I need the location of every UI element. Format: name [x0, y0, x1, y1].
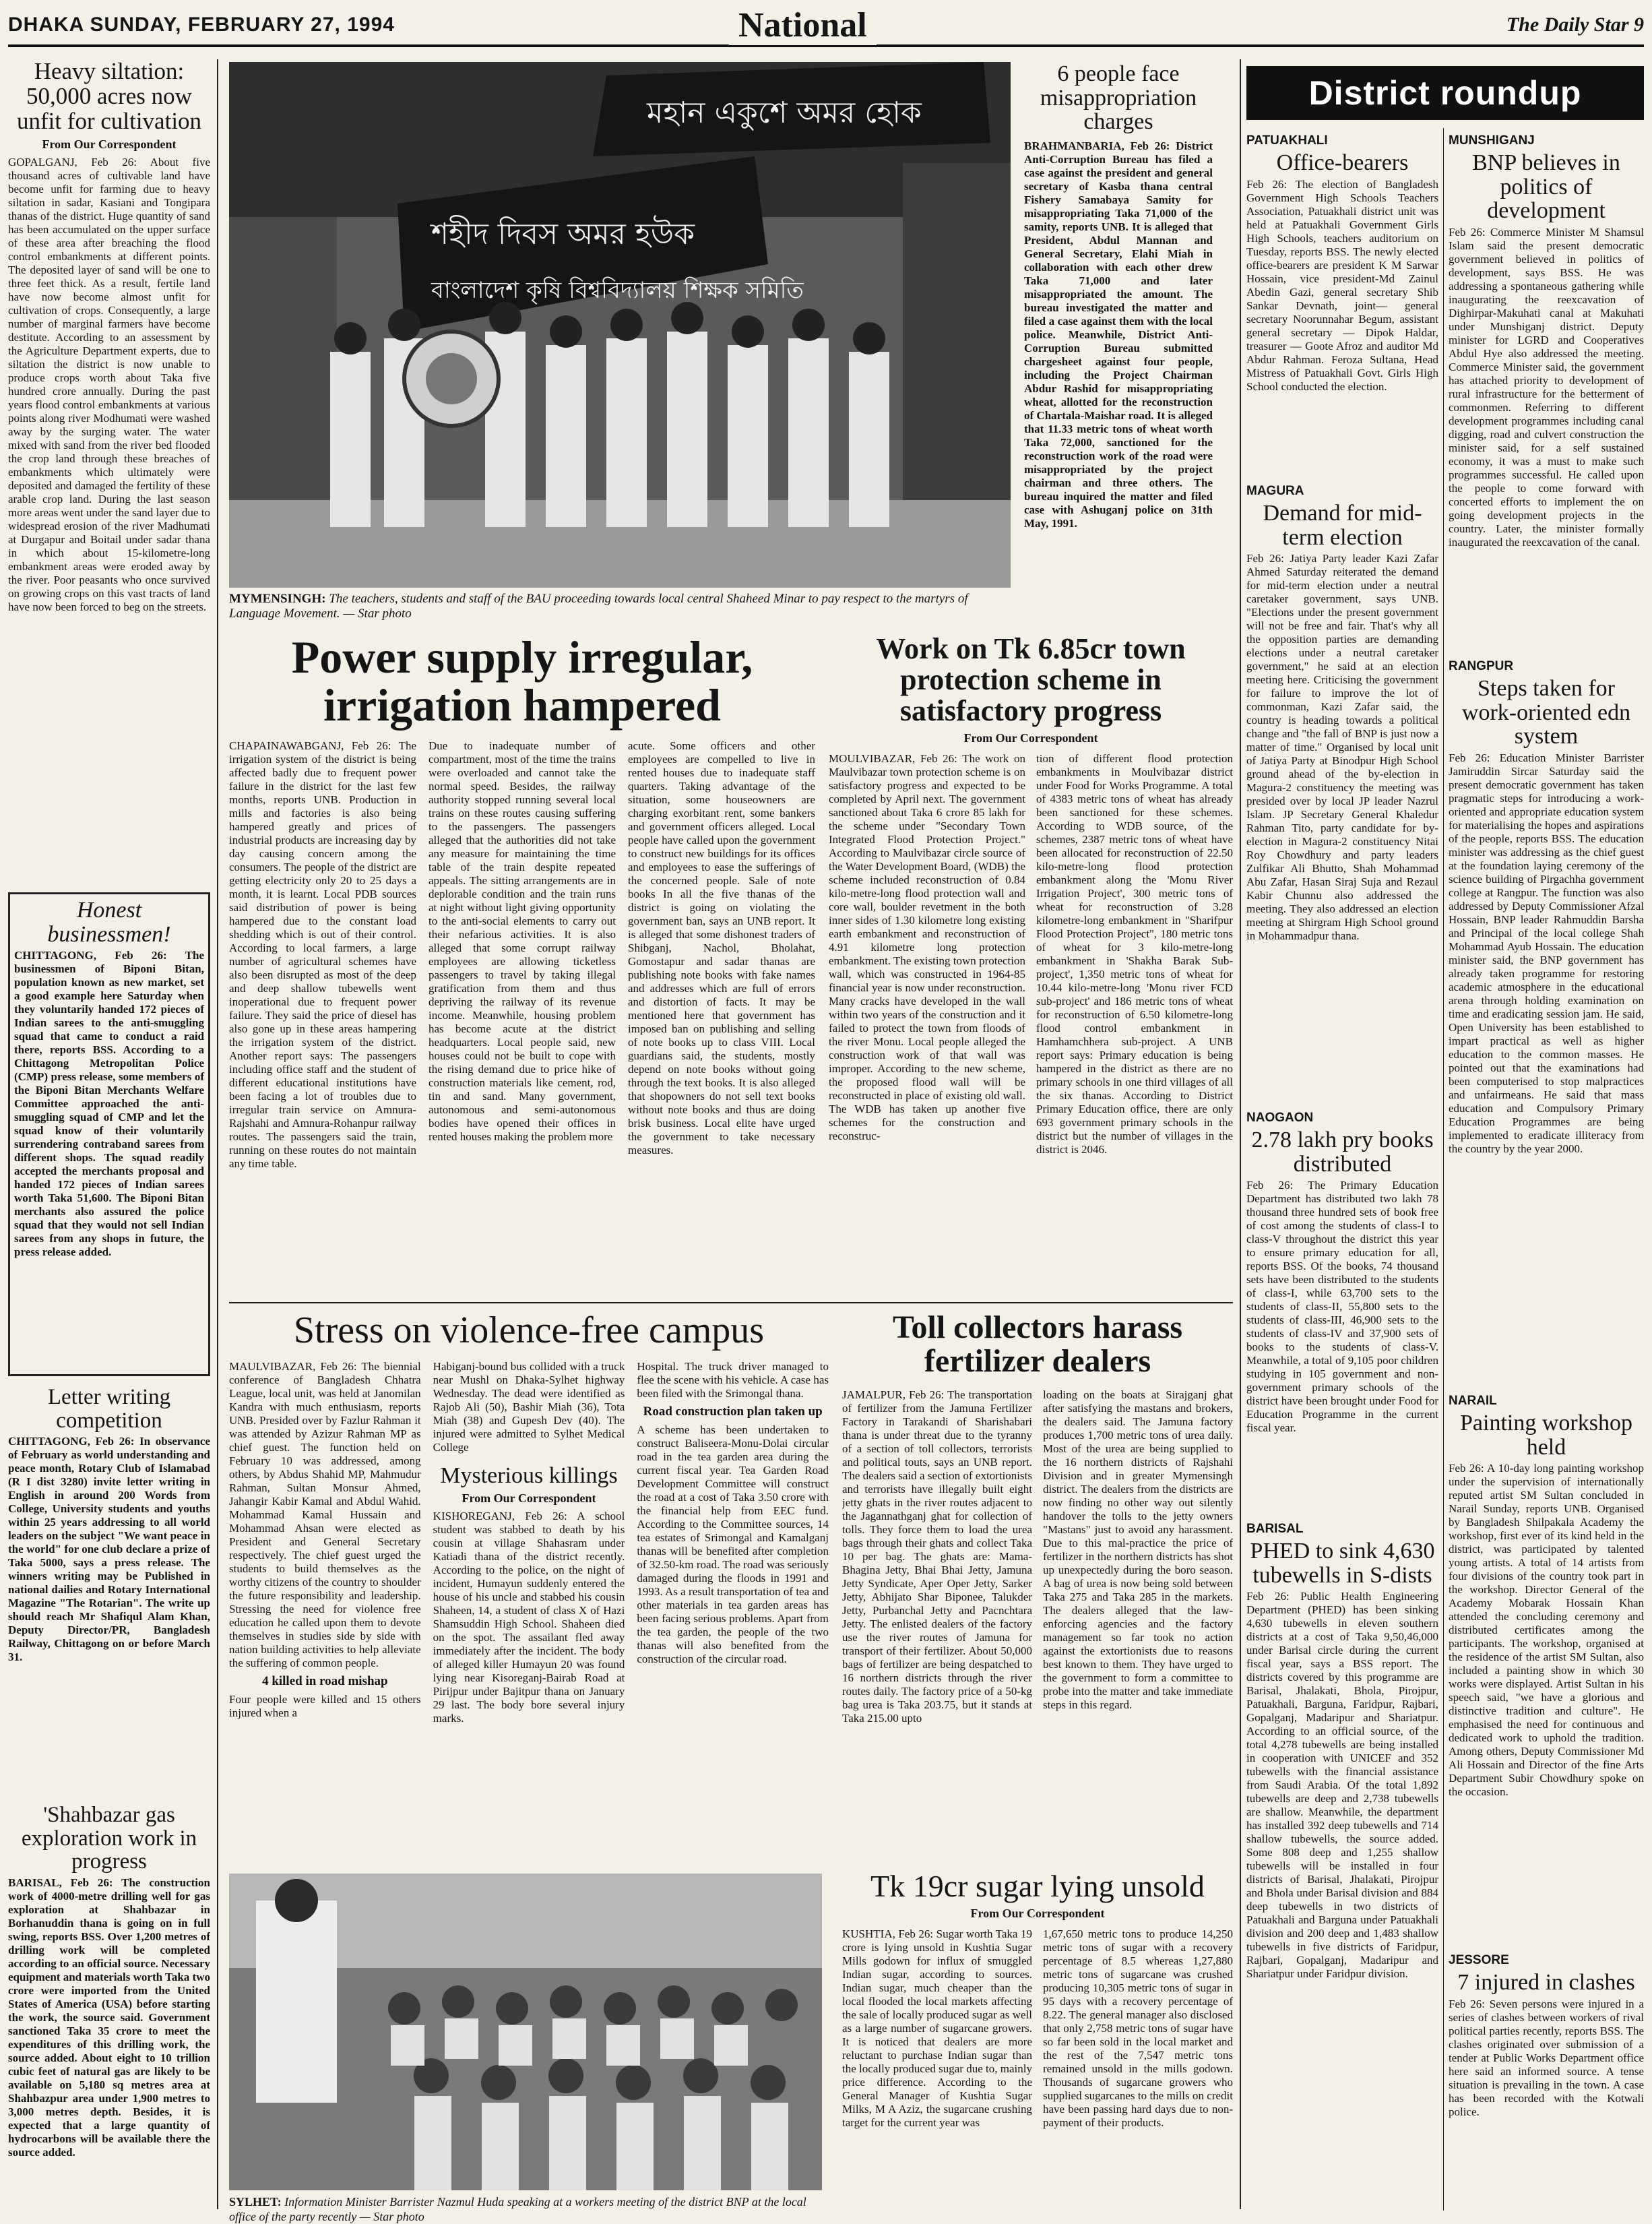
article-body-col1: MOULVIBAZAR, Feb 26: The work on Maulvibazar town protection scheme is on satisfactory progress and expected to be completed by April next. The government sanctioned about Taka 6 crore 85 lakh for the scheme under "Secondary Town Integrated Flood Protection Project." According to Maulvibazar circle source of the Water Development Board, (WDB) the scheme included reconstruction of 0.84 kilo-metre-long flood protection wall and core wall, boulder revetment in the both inner sides of 1.30 kilometre long existing earth embankment and reconstruction of 4.91 kilometre long protection embankment. The existing town protection wall, which was constructed in 1964-85 financial year is now under reconstruction. Many cracks have developed in the wall within two years of the construction and it failed to protect the town from floods of the river Monu. Local people alleged the construction work of that wall was improper. According to the new scheme, the proposed flood wall will be reconstructed in place of existing old wall. The WDB has taken up another five schemes for the construction and reconstruc- [829, 751, 1025, 1142]
article-body: BARISAL, Feb 26: The construction work of 4000-metre drilling well for gas exploration at Shahbazar in Borhanuddin thana is going on in full swing, reports BSS. Over 1,200 metres of drilling work will be completed according to an official source. Necessary equipment and materials worth Taka two crore were imported from the United States of America (USA) before starting the work, the source said. Government sanctioned Taka 35 crore to meet the expenditures of this drilling work, the source added. About eight to 10 trillion cubic feet of natural gas are likely to be available on 5,180 sq metres area at Shahbazpur area under 1,900 metres to 3,000 metres depth. Besides, it is expected that a large quantity of hydrocarbons will be available there the source added. [8, 1876, 210, 2159]
district-roundup-banner: District roundup [1246, 66, 1644, 120]
headline: Mysterious killings [440, 1462, 618, 1488]
headline: Work on Tk 6.85cr town protection scheme in satisfactory progress [876, 634, 1186, 728]
article-body: BRAHMANBARIA, Feb 26: District Anti-Corruption Bureau has filed a case against the president and general secretary of Kasba thana central Fishery Samabaya Samity for misappropriating Taka 71,000 of the samity, reports UNB. It is alleged that President, Abdul Mannan and General Secretary, Elahi Miah in collaboration with each other drew Taka 71,000 and later misappropriated the amount. The bureau investigated the matter and filed a case against them with the local police. Meanwhile, District Anti-Corruption Bureau submitted chargesheet against four people, including the Project Chairman Abdur Rashid for misappropriating wheat, allotted for the reconstruction of Chartala-Maishar road. It is alleged that 11.33 metric tons of wheat worth Taka 72,000, sanctioned for the reconstruction work of the road were misappropriated by the project chairman and three others. The bureau inquired the matter and filed case with Ashuganj police on 31th May, 1991. [1024, 140, 1213, 530]
caption-place: MYMENSINGH: [229, 592, 326, 606]
headline: Power supply irregular, irrigation hampered [291, 634, 753, 731]
article-letter [8, 1386, 210, 1797]
subhead-road-mishap: 4 killed in road mishap [262, 1673, 388, 1688]
article-body-col1: CHAPAINAWABGANJ, Feb 26: The irrigation system of the district is being affected badly due to frequent power failure in the district for the last few months, reports UNB. Production in mills and factories is also being hampered greatly and prices of industrial products are increasing day by day causing concern among the consumers. The people of the district are getting electricity only 20 to 25 days a month, it is learnt. Local PDB sources said distribution of power is being hampered due to the constant load shedding which is out of their control. According to local farmers, a large number of agricultural schemes have also been disrupted as most of the deep and deep shallow tubewells went inoperational due to frequent power failure. They said the price of diesel has also gone up in these areas hampering the irrigation system of the district. Another report says: The passengers including office staff and the student of different educational institutions have been facing a lot of troubles due to irregular train service on Amnura-Rajshahi and Amnura-Rohanpur railway routes. The passengers said the train, running on these routes do not maintain any time table. [229, 739, 416, 1170]
subhead-road-plan: Road construction plan taken up [643, 1404, 823, 1419]
caption-text: The teachers, students and staff of the BAU proceeding towards local central Shaheed Minar to pay respect to the martyrs of Language Movement. [229, 592, 968, 621]
article-shahbazar [8, 1803, 210, 2208]
article-body-road: A scheme has been undertaken to construct Baliseera-Monu-Dolai circular road in the tea garden area during the current fiscal year. Tea Garden Road Development Committee will construct the road at a cost of Taka 3.50 crore with the financial help from EEC fund. According to the Committee sources, 14 tea estates of Srimongal and Kamalganj thanas will be benefited after completion of 32.50-km road. The road was seriously damaged during the floods in 1991 and 1993. As a result transportation of tea and other materials in tea garden areas has been facing serious problems. Apart from the tea garden, the people of the two thanas will also benefited from the construction of the circular road. [637, 1423, 829, 1665]
headline: Steps taken for work-oriented edn system [1461, 676, 1631, 749]
roundup-column-left [1246, 128, 1438, 2211]
headline: Letter writing competition [47, 1386, 171, 1433]
article-body-col2: loading on the boats at Sirajganj ghat after satisfying the mastans and brokers, the dealers said. The Jamuna factory produces 1,700 metric tons of urea daily. Most of the urea are being supplied to the 16 northern districts of Rajshahi Division and in greater Mymensingh district. The dealers from the districts are now finding no other way out silently handover the tolls to the jetty owners "Mastans" just to avoid any harassment. Due to this mal-practice the price of fertilizer in the northern districts has shot up unexpectedly during the boro season. A bag of urea is now being sold between Taka 275 and Taka 285 in the markets. The dealers alleged that the law-enforcing agencies and the factory management so far took no action against the extortionists due to reasons best known to them. They have urged to the government to form a committee to probe into the matter and take immediate steps in this regard. [1043, 1388, 1233, 1711]
headline: Honest businessmen! [47, 898, 171, 947]
procession-photo [229, 62, 1011, 588]
banner-text-3: বাংলাদেশ কৃষি বিশ্ববিদ্যালয় শিক্ষক সমিতি [431, 277, 804, 304]
article-body: Feb 26: Commerce Minister M Shamsul Islam said the present democratic government believed in politics of development, says BSS. He was addressing a spontaneous gathering while inaugurating the reexcavation of Dighirpar-Makuhati canal at Makuhati under Munshiganj district. Deputy minister for LGRD and Cooperatives Abdul Hye also addressed the meeting. Commerce Minister said, the government has attached priority to development of rural infrastructure for the betterment of commonmen. Referring to different development programmes including canal digging, road and culvert construction the minister said, for a self sustained economy, it was a must to make such programmes successful. He called upon the people to come forward with concerted efforts to implement the on going development projects in the country. Later, the minister formally inaugurated the reexcavation of the canal. [1449, 226, 1644, 549]
article-power-supply [229, 634, 815, 1297]
column-rule [1443, 128, 1444, 2211]
roundup-jessore [1449, 1948, 1644, 2204]
photo1-caption [229, 592, 1011, 621]
headline: BNP believes in politics of development [1472, 150, 1620, 224]
article-killings [433, 1464, 625, 1726]
article-body: Feb 26: Seven persons were injured in a series of clashes between workers of rival political parties recently, reports BSS. The clashes originated over submission of a tender at Public Works Department office here said an informed source. A tense situation is prevailing in the town. A case has been recorded with the Kotwali police. [1449, 1997, 1644, 2118]
byline: From Our Correspondent [970, 1907, 1105, 1921]
section-title: National [729, 5, 877, 45]
article-body-col2: Habiganj-bound bus collided with a truck near Mushl on Dhaka-Sylhet highway Wednesday. The dead were identified as Rajob Ali (50), Bashir Miah (36), Tota Miah (38) and Gupesh Dev (40). The injured were admitted to Sylhet Medical College [433, 1359, 625, 1454]
place-label: MUNSHIGANJ [1449, 133, 1535, 148]
headline: Demand for mid-term election [1263, 501, 1422, 550]
banner-text-2: শহীদ দিবস অমর হউক [431, 217, 695, 251]
headline: Painting workshop held [1460, 1411, 1632, 1460]
article-body-col1: JAMALPUR, Feb 26: The transportation of fertilizer from the Jamuna Fertilizer Factory in Tarakandi of Sharishabari thana is under threat due to the tyranny of a section of toll collectors, terrorists and political touts, says an UNB report. The dealers said a section of extortionists and terrorists have illegally built eight jetty ghats in the river routes adjacent to the Jagannathganj ghat for collection of tolls. They force them to load the urea bags through their ghats and collect Taka 10 per bag. The ghats are: Mama-Bhagina Jetty, Bhai Bhai Jetty, Jamuna Jetty Syndicate, Aper Oper Jetty, Sarker Jetty, Abhijato Shar Biponee, Talukder Jetty, Purbanchal Jetty and Pacnchtara Jetty. The enlisted dealers of the factory use the river routes of Jamuna for transport of their fertilizer. About 50,000 bags of fertilizer are being despatched to 16 northern districts through the river routes daily. The factory price of a 50-kg bag urea is Taka 203.75, but it stands at Taka 215.00 upto [842, 1388, 1032, 1725]
headline: Stress on violence-free campus [293, 1311, 765, 1351]
photo2-caption [229, 2194, 822, 2224]
byline: From Our Correspondent [42, 137, 177, 152]
article-body-col1: KUSHTIA, Feb 26: Sugar worth Taka 19 crore is lying unsold in Kushtia Sugar Mills godown for influx of smuggled Indian sugar, according to sources. Indian sugar, much cheaper than the local flooded the local markets affecting the sale of locally produced sugar as well as a large number of sugarcane growers. It is noticed that dealers are more reluctant to purchase Indian sugar than the locally produced sugar due to, mainly price difference. According to the General Manager of Kushtia Sugar Milks, M A Aziz, the sugarcane crushing target for the current year was [842, 1927, 1032, 2130]
article-misappropriation [1024, 62, 1213, 615]
masthead: The Daily Star 9 [1506, 13, 1644, 36]
article-body: Feb 26: Jatiya Party leader Kazi Zafar Ahmed Saturday reiterated the demand for mid-term election under a neutral caretaker government, says UNB. "Elections under the present government will not be free and fair. That's why all the opposition parties are demanding elections under a neutral caretaker government," he said at an election meeting here. Criticising the government for failure to improve the lot of commonman, Kazi Zafar said, the country is heading towards a political change and "the fall of BNP is just now a matter of time." Organised by local unit of Jatiya Party at Binodpur High School ground ahead of the by-election in Magura-2 constituency the meeting was presided over by local JP leader Nazrul Islam. JP Secretary General Khaledur Rahman Tito, party candidate for by-election in Magura-2 constituency Nitai Roy Chowdhury and party leaders Zulfikar Ali Bhutto, Shah Mohammad Abu Zafar, Hasan Siraj Suja and Rezaul Kabir Chunnu also addressed the meeting. They also addressed an election meeting at Shirgram High School ground in Mohammadpur thana. [1246, 552, 1438, 943]
headline: Toll collectors harass fertilizer dealers [892, 1311, 1183, 1380]
article-body: CHITTAGONG, Feb 26: In observance of February as world understanding and peace month, Rotary Club of Islamabad (R I dist 3280) invite letter writing in English in around 200 Words from College, University students and youths within 25 years addressing to all world leaders on the subject "We want peace in the world" for one club declare a prize of Taka 5000, says a press release. The winners writing may be Published in national dailies and Rotary International Magazine "The Rotarian". The write up should reach Mr Shafiqul Alam Khan, Deputy Director/PR, Bangladesh Railway, Chittagong on or before March 31. [8, 1435, 210, 1664]
article-body-col2: Due to inadequate number of compartment, most of the time the trains were overloaded and cannot take the normal speed. Besides, the railway authority stopped running several local trains on these routes causing suffering to the passengers. The passengers alleged that the authorities did not take any measure for maintaining the time table of the train despite repeated appeals. The sitting arrangements are in deplorable condition and the train runs at night without light giving opportunity to the anti-social elements to carry out their nefarious activities. It is also alleged that some corrupt railway employees are allowing ticketless passengers to travel by taking illegal gratification from them and thus depriving the railway of its revenue income. Meanwhile, housing problem has become acute at the district headquarters. Local people said, new houses could not be built to cope with the rising demand due to price hike of construction materials like cement, rod, tin and sand. Many government, autonomous and semi-autonomous bodies have opened their offices in rented houses making the problem more [428, 739, 616, 1143]
article-body: Feb 26: Public Health Engineering Department (PHED) has been sinking 4,630 tubewells in eleven southern districts at a cost of Taka 9,50,46,000 under Barisal circle during the current fiscal year, says a BSS report. The districts covered by this programme are Barisal, Jhalakati, Bhola, Pirojpur, Patuakhali, Barguna, Faridpur, Rajbari, Gopalganj, Madaripur and Shariatpur. According to an official source, of the total 4,278 tubewells are being installed in cooperation with UNICEF and 352 tubewells with the financial assistance from Saudi Arabia. Of the total 1,892 tubewells are deep and 2,738 tubewells are shallow. Meanwhile, the department has installed 392 deep tubewells and 714 shallow tubewells, the source added. Some 808 deep and 1,255 shallow tubewells will be installed in four districts of Barisal, Jhalakati, Pirojpur and Bhola under Barisal division and 884 deep tubewells in two districts of Patuakhali and Barguna under Patuakhali division and 200 deep and 1,483 shallow tubewells in five districts of Faridpur, Rajbari, Gopalganj, Madaripur and Shariatpur under Faridpur division. [1246, 1590, 1438, 1981]
article-body: Feb 26: The election of Bangladesh Government High Schools Teachers Association, Patuakhali district unit was held at Patuakhali Government Girls High Schools, teachers auditorium on Tuesday, reports BSS. The newly elected office-bearers are president K M Sarwar Hossain, vice president-Md Zainul Abedin Gazi, general secretary Shib Sankar Devnath, joint— general secretary Noorunnahar Begum, assistant general secretary — Dipok Haldar, treasurer — Goote Afroz and auditor Md Abdur Rahman. Feroza Sultana, Head Mistress of Patuakhali Govt. Girls High School conducted the election. [1246, 177, 1438, 393]
article-body: KISHOREGANJ, Feb 26: A school student was stabbed to death by his cousin at village Shahasram under Katiadi thana of the district recently. According to the police, on the night of incident, Humayun suddenly entered the house of his uncle and stabbed his cousin Shaheen, 14, a student of class X of Hazi Shamsuddin High School. Shaheen died on the spot. The assailant fled away immediately after the incident. The body of alleged killer Humayun 20 was found lying near Kisoreganj-Bairab Road at Pirijpur under Bajitpur thana on January 29 last. The body bore several injury marks. [433, 1510, 625, 1725]
column-rule [217, 59, 218, 2209]
headline: 7 injured in clashes [1457, 1970, 1635, 1995]
place-label: MAGURA [1246, 484, 1304, 498]
headline: 'Shahbazar gas exploration work in progress [21, 1803, 197, 1874]
article-body-col2: tion of different flood protection embankments in Moulvibazar district under Food for Works Programme. A total of 4383 metric tons of wheat has already been sanctioned for these schemes. According to WDB source, of the schemes, 2387 metric tons of wheat have been allocated for reconstruction of 22.50 kilo-metre-long flood protection embankment along the 'Monu River Irrigation Project', 300 metric tons of wheat for reconstruction of 3.28 kilometre-long embankment in "Sharifpur Flood Protection Project", 180 metric tons of wheat for 3 kilo-metre-long embankment in 'Shakha Barak Sub-project', 1,350 metric tons of wheat for 10.44 kilo-metre-long 'Monu river FCD sub-project' and 186 metric tons of wheat for reconstruction of 6.50 kilometre-long flood control embankment in Hamhamchhera sub-project. A UNB report says: Primary education is being hampered in the district as there are no primary schools in one third villages of all the six thanas. According to District Primary Education office, there are only 693 government primary schools in the district but the number of villages in the district is 2046. [1036, 751, 1233, 1156]
article-body: Feb 26: The Primary Education Department has distributed two lakh 78 thousand three hundred sets of book free of cost among the students of class-I to class-V throughout the district this year to ensure primary education for all, reports BSS. Of the books, 74 thousand sets have been distributed to the students of class-I, while 63,700 sets to the students of class-II, 55,800 sets to the students of class-III, 46,900 sets to the students of class-IV and 37,900 sets of books to the students of class-V. Meanwhile, a total of 9,105 poor children studying in 105 government and non-government primary schools of the district have been brought under Food for Education Programme in the current fiscal year. [1246, 1179, 1438, 1435]
left-column [8, 59, 210, 2209]
headline: Heavy siltation: 50,000 acres now unfit for cultivation [16, 59, 202, 134]
page-header [8, 5, 1644, 47]
roundup-barisal [1246, 1516, 1438, 2204]
article-body-col1: MAULVIBAZAR, Feb 26: The biennial conference of Bangladesh Chhatra League, local unit, was held at Janomilan Kandra with much enthusiasm, reports UNB. Presided over by Fazlur Rahman it was attended by Azizur Rahman MP as chief guest. The function held on February 10 was addressed, among others, by Abdus Shahid MP, Mahmudur Rahman, Sultan Monsur Ahmed, Jahangir Kabir Kamal and Abdul Wahid. Mohammad Kamal Hussain and Mohammad Ahsan were elected as President and General Secretary respectively. The chief guest urged the students to build themselves as the worthy citizens of the country to shoulder the future responsibility and leadership. Stressing the need for violence free education he called upon them to devote themselves in studies side by side with nation building activities to help alleviate the suffering of common people. [229, 1359, 421, 1669]
article-body: Feb 26: Education Minister Barrister Jamiruddin Sircar Saturday said the present democratic government has taken pragmatic steps for introducing a work-oriented and appropriate education system for materialising the hopes and aspirations of the people, reports BSS. The education minister was addressing as the chief guest at the foundation laying ceremony of the science building of Pirgachha government college at Rangpur. The function was also addressed by Deputy Commissioner Afzal Hossain, BNP leader Rahmuddin Barsha and Principal of the local college Shah Mohammad Ayub Hossain. The education minister said, the BNP government has already taken programme for restoring academic atmosphere in the educational arena through holding examination on time and eradicating session jam. He said, Open University has been established to impart practical as well as higher education to the common masses. He pointed out that the examinations had been computerised to stop malpractices and unfairmeans. He said that mass education and Compulsory Primary Education Programmes are being implemented to eradicate illiteracy from the country by the year 2000. [1449, 751, 1644, 1156]
article-body: CHITTAGONG, Feb 26: The businessmen of Biponi Bitan, population known as new market, set a good example here Saturday when they voluntarily handed 172 pieces of Indian sarees to the anti-smuggling squad that came to conduct a raid there, reports BSS. According to a Chittagong Metropolitan Police (CMP) press release, some members of the Biponi Bitan Merchants Welfare Committee approached the anti-smuggling squad of CMP and let the squad know of their voluntarily surrendering contraband sarees from different shops. The squad readily accepted the merchants proposal and handed 172 pieces of Indian sarees worth Taka 51,600. The Biponi Bitan merchants also assured the police squad that they would not sell Indian sarees from any shops in future, the press release added. [14, 949, 204, 1259]
column-rule [1240, 59, 1241, 2209]
place-label: JESSORE [1449, 1953, 1509, 1967]
article-campus [229, 1311, 829, 1863]
headline: PHED to sink 4,630 tubewells in S-dists [1250, 1539, 1435, 1588]
headline: 6 people face misappropriation charges [1040, 62, 1197, 135]
headline: Tk 19cr sugar lying unsold [870, 1870, 1205, 1903]
article-sugar [842, 1870, 1233, 2214]
place-label: NARAIL [1449, 1394, 1497, 1408]
banner-text-1: মহান একুশে অমর হোক [647, 96, 922, 130]
place-label: BARISAL [1246, 1522, 1304, 1536]
roundup-munshiganj [1449, 128, 1644, 654]
headline: Office-bearers [1276, 150, 1409, 175]
photo-credit: — Star photo [359, 2210, 424, 2223]
place-label: RANGPUR [1449, 659, 1514, 673]
roundup-narail [1449, 1388, 1644, 1948]
byline: From Our Correspondent [963, 731, 1098, 745]
article-body: Feb 26: A 10-day long painting workshop under the supervision of internationally reputed artist SM Sultan concluded in Narail Sunday, reports UNB. Organised by Bangladesh Shilpakala Academy the workshop, first ever of its kind held in the district, was participated by talented young artists. A total of 14 artists from four divisions of the country took part in the workshop. Director General of the Academy Mobarak Hossain Khan attended the concluding ceremony and distributed certificates among the participants. The workshop, organised at the residence of the artist SM Sultan, also included a painting show in which 30 works were displayed. Artist Sultan in his speech said, "we have a glorious and distinctive tradition and culture". He emphasised the need for continuous and dedicated work to uphold the tradition. Among others, Deputy Commissioner Md Ali Hossain and Director of the fine Arts Department Subir Chowdhury spoke on the occasion. [1449, 1462, 1644, 1799]
article-body-col3: acute. Some officers and other employees are compelled to live in rented houses due to inadequate staff quarters. Taking advantage of the situation, some houseowners are charging exorbitant rent, some bankers and government officers alleged. Local people have called upon the government to construct new buildings for its offices and employees to ease the sufferings of the concerned people. Sale of note books In all the five thanas of the district is going on violating the government ban, says an UNB report. It is alleged that some dishonest traders of Shibganj, Nachol, Bholahat, Gomostapur and sadar thanas are publishing note books with fake names and addresses which are full of errors and distortion of facts. It may be mentioned here that government has imposed ban on publishing and selling of note books up to class VIII. Local guardians said, the students, mostly depend on note books without going through the text books. It is also alleged that shopowners do not sell text books without note books and thus are doing brisk business. Local elite have urged the government to take necessary measures. [628, 739, 815, 1156]
section-rule [229, 1302, 1233, 1303]
photo-shaheed-minar [229, 62, 1011, 588]
headline: 2.78 lakh pry books distributed [1251, 1128, 1434, 1177]
roundup-naogaon [1246, 1105, 1438, 1516]
article-siltation [8, 59, 210, 888]
roundup-magura [1246, 478, 1438, 1105]
article-body-col2: 1,67,650 metric tons to produce 14,250 metric tons of sugar with a recovery percentage of 8.5 whereas 1,27,880 metric tons of sugarcane was crushed producing 10,305 metric tons of sugar in 95 days with a recovery percentage of 8.22. The general manager also disclosed that only 2,758 metric tons of sugar have so far been sold in the local market and the rest of the 7,547 metric tons remained unsold in the mills godown. Thousands of sugarcane growers who supplied sugarcanes to the mills on credit have been passing hard days due to non-payment of their products. [1043, 1927, 1233, 2130]
article-toll-collectors [842, 1311, 1233, 1863]
roundup-rangpur [1449, 654, 1644, 1388]
article-body-mishap: Four people were killed and 15 others injured when a [229, 1692, 421, 1719]
roundup-column-right [1449, 128, 1644, 2211]
photo-sylhet-meeting [229, 1874, 822, 2190]
place-label: PATUAKHALI [1246, 133, 1328, 148]
article-honest [8, 892, 210, 1376]
photo-credit: — Star photo [343, 607, 412, 621]
dateline: DHAKA SUNDAY, FEBRUARY 27, 1994 [8, 13, 395, 36]
place-label: NAOGAON [1246, 1111, 1314, 1125]
meeting-photo [229, 1874, 822, 2190]
caption-text: Information Minister Barrister Nazmul Huda speaking at a workers meeting of the district BNP at the local office of the party recently [229, 2195, 806, 2223]
article-body-col3: Hospital. The truck driver managed to flee the scene with his vehicle. A case has been filed with the Srimongal thana. [637, 1359, 829, 1400]
byline: From Our Correspondent [462, 1491, 596, 1506]
article-protection-scheme [829, 634, 1233, 1297]
roundup-patuakhali [1246, 128, 1438, 478]
caption-place: SYLHET: [229, 2195, 282, 2208]
article-body: GOPALGANJ, Feb 26: About five thousand acres of cultivable land have become unfit for farming due to heavy siltation in sadar, Kasiani and Tongipara thanas of the district. Huge quantity of sand has been accumulated on the upper surface of these area after breaching the flood control embankments at different points. The deposited layer of sand will be one to three feet thick. As a result, fertile land have now become almost unfit for cultivation of crops. Consequently, a large number of marginal farmers have become destitute. According to an assessment by the Agriculture Department experts, due to siltation the district is now unable to produce crops worth about Taka five hundred crore annually. During the past years flood control embankments at various points along river Modhumati were washed away by the surging water. The water mixed with sand from the river bed flooded the crop land through these breaches of embankments which ultimately were deposited and damaged the fertility of these arable crop land. During the last season more areas went under the sand layer due to widespread erosion of the river Madhumati at Durgapur and Boitail under sadar thana in which about 15-kilometre-long embankment areas were eroded away by the river. Poor peasants who once survived on growing crops on this vast tracts of land have now been forced to beg on the streets. [8, 156, 210, 614]
